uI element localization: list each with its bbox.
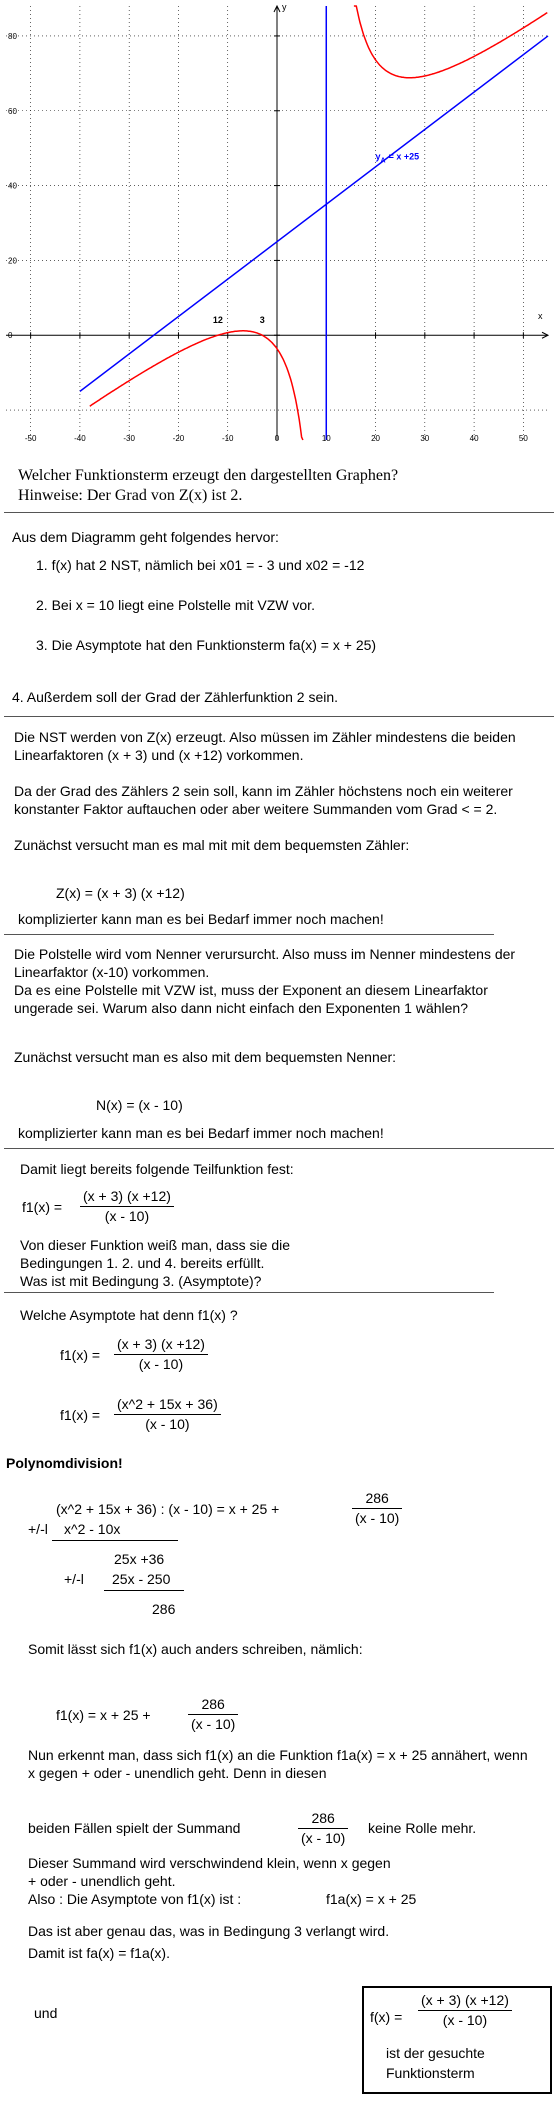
divider: [4, 1148, 554, 1149]
asymptote-fraction-1: [114, 1336, 208, 1373]
final-answer-box: [362, 1986, 552, 2094]
partial-paragraph-2: Was ist mit Bedingung 3. (Asymptote)?: [20, 1273, 262, 1289]
diagram-info-item-3: 3. Die Asymptote hat den Funktionsterm fa(x) = x + 25): [36, 637, 377, 653]
final-caption-2: Funktionsterm: [386, 2065, 475, 2081]
denominator-paragraph-3: Zunächst versucht man es also mit dem bequemsten Nenner:: [14, 1049, 397, 1065]
division-line-1: (x^2 + 15x + 36) : (x - 10) = x + 25 +: [56, 1501, 280, 1517]
oblique-asymptote-line: [80, 36, 548, 391]
fraction-denominator: (x - 10): [301, 1830, 346, 1846]
division-sign-2: +/-l: [64, 1571, 84, 1587]
fraction-denominator: (x - 10): [191, 1716, 236, 1732]
diagram-info-heading: Aus dem Diagramm geht folgendes hervor:: [12, 529, 279, 545]
fraction-numerator: (x + 3) (x +12): [421, 1992, 509, 2008]
result-paragraph-2b: keine Rolle mehr.: [368, 1820, 477, 1836]
y-tick-label: 40: [8, 181, 17, 191]
y-tick-label: 20: [8, 256, 17, 266]
x-tick-label: 10: [321, 434, 331, 443]
fraction-denominator: (x - 10): [442, 2012, 488, 2028]
result-lhs: f1(x) = x + 25 +: [56, 1707, 151, 1723]
numerator-formula: Z(x) = (x + 3) (x +12): [56, 885, 185, 901]
graph-curves: [80, 6, 548, 440]
x-tick-label: 30: [420, 434, 430, 443]
fraction-denominator: (x - 10): [138, 1356, 184, 1372]
final-lhs: f(x) =: [370, 2009, 403, 2025]
divider: [4, 716, 554, 717]
result-intro: Somit lässt sich f1(x) auch anders schreiben, nämlich:: [28, 1641, 363, 1657]
division-bar: [52, 1540, 178, 1541]
graph-axes: [6, 6, 548, 440]
division-remainder-fraction: [352, 1490, 402, 1527]
divider: [4, 512, 554, 513]
result-fraction: [188, 1696, 238, 1733]
division-heading: Polynomdivision!: [6, 1455, 123, 1471]
division-remainder-2: 286: [152, 1601, 176, 1617]
division-remainder-1: 25x +36: [114, 1551, 165, 1567]
partial-lhs: f1(x) =: [22, 1199, 63, 1215]
fraction-numerator: 286: [365, 1490, 389, 1506]
result-paragraph-3: Dieser Summand wird verschwindend klein, wenn x gegen + oder - unendlich geht.: [28, 1855, 391, 1889]
division-bar: [104, 1590, 184, 1591]
final-fraction: [418, 1992, 512, 2029]
x-tick-label: -30: [123, 434, 135, 443]
graph-labels: [8, 2, 543, 443]
question-line-2: Hinweise: Der Grad von Z(x) ist 2.: [18, 487, 243, 504]
divider: [4, 1292, 494, 1293]
result-und: und: [34, 2005, 58, 2021]
result-paragraph-5: Damit ist fa(x) = f1a(x).: [28, 1945, 170, 1961]
numerator-paragraph-2: Da der Grad des Zählers 2 sein soll, kann im Zähler höchstens noch ein weiterer konstanter Faktor auftauchen oder aber weitere Summanden vom Grad < = 2.: [14, 783, 513, 817]
fraction-numerator: 286: [201, 1696, 225, 1712]
x-tick-label: -50: [24, 434, 37, 443]
function-curve-right-branch: [354, 6, 547, 78]
function-graph: [0, 0, 558, 445]
asymptote-question: Welche Asymptote hat denn f1(x) ?: [20, 1307, 238, 1323]
root-label: 12: [212, 315, 223, 326]
diagram-info-item-4: 4. Außerdem soll der Grad der Zählerfunktion 2 sein.: [12, 689, 339, 705]
x-tick-label: -10: [221, 434, 234, 443]
root-label: 3: [259, 315, 265, 326]
numerator-paragraph-3: Zunächst versucht man es mal mit mit dem bequemsten Zähler:: [14, 837, 410, 853]
fraction-numerator: (x^2 + 15x + 36): [117, 1396, 218, 1412]
x-tick-label: 0: [274, 434, 280, 443]
y-tick-label: 80: [8, 31, 17, 41]
summand-fraction: [298, 1810, 348, 1847]
x-tick-label: -20: [172, 434, 185, 443]
asymptote-label: $y_A = x +25$: [375, 151, 420, 165]
asymptote-fraction-2: [114, 1396, 221, 1433]
partial-paragraph-1: Von dieser Funktion weiß man, dass sie die Bedingungen 1. 2. und 4. bereits erfüllt.: [20, 1237, 291, 1271]
diagram-info-item-2: 2. Bei x = 10 liegt eine Polstelle mit VZW vor.: [36, 597, 315, 613]
y-axis-label: y: [282, 2, 287, 12]
denominator-paragraph-2: Da es eine Polstelle mit VZW ist, muss der Exponent an diesem Linearfaktor ungerade sei. Warum also dann nicht einfach den Exponenten 1 wählen?: [14, 982, 488, 1016]
fraction-denominator: (x - 10): [145, 1416, 190, 1432]
partial-fraction: [80, 1188, 174, 1225]
divider: [4, 934, 494, 935]
fraction-denominator: (x - 10): [355, 1510, 400, 1526]
y-tick-label: 60: [8, 106, 17, 116]
diagram-info-item-1: 1. f(x) hat 2 NST, nämlich bei x01 = - 3 und x02 = -12: [36, 557, 365, 573]
fraction-numerator: 286: [311, 1810, 335, 1826]
numerator-paragraph-1: Die NST werden von Z(x) erzeugt. Also müssen im Zähler mindestens die beiden Linearfaktoren (x + 3) und (x +12) vorkommen.: [14, 729, 516, 763]
numerator-note: komplizierter kann man es bei Bedarf immer noch machen!: [18, 911, 384, 927]
asymptote-conclusion-value: f1a(x) = x + 25: [326, 1891, 417, 1907]
denominator-paragraph-1: Die Polstelle wird vom Nenner verursurcht. Also muss im Nenner mindestens der Linearfaktor (x-10) vorkommen.: [14, 946, 516, 980]
denominator-formula: N(x) = (x - 10): [96, 1097, 183, 1113]
y-tick-label: 0: [8, 331, 13, 341]
fraction-numerator: (x + 3) (x +12): [117, 1336, 205, 1352]
result-paragraph-2a: beiden Fällen spielt der Summand: [28, 1820, 241, 1836]
fraction-numerator: (x + 3) (x +12): [83, 1188, 171, 1204]
partial-intro: Damit liegt bereits folgende Teilfunktion fest:: [20, 1161, 294, 1177]
result-paragraph-4: Das ist aber genau das, was in Bedingung 3 verlangt wird.: [28, 1923, 390, 1939]
final-caption-1: ist der gesuchte: [386, 2045, 485, 2061]
x-tick-label: -40: [74, 434, 86, 443]
asymptote-conclusion-label: Also : Die Asymptote von f1(x) ist :: [28, 1891, 242, 1907]
x-tick-label: 40: [469, 434, 479, 443]
division-sign-1: +/-l: [28, 1521, 48, 1537]
division-subtrahend-2: 25x - 250: [112, 1571, 171, 1587]
x-tick-label: 50: [518, 434, 528, 443]
x-axis-label: x: [538, 311, 543, 322]
result-paragraph-1: Nun erkennt man, dass sich f1(x) an die Funktion f1a(x) = x + 25 annähert, wenn x gegen + oder - unendlich geht. Denn in diesen: [28, 1747, 528, 1781]
denominator-note: komplizierter kann man es bei Bedarf immer noch machen!: [18, 1125, 384, 1141]
function-curve-left-branch: [90, 331, 303, 440]
asymptote-lhs-1: f1(x) =: [60, 1347, 101, 1363]
question-line-1: Welcher Funktionsterm erzeugt den dargestellten Graphen?: [18, 467, 399, 484]
fraction-denominator: (x - 10): [104, 1208, 150, 1224]
x-tick-label: 20: [371, 434, 380, 443]
division-subtrahend-1: x^2 - 10x: [64, 1521, 121, 1537]
asymptote-lhs-2: f1(x) =: [60, 1407, 101, 1423]
